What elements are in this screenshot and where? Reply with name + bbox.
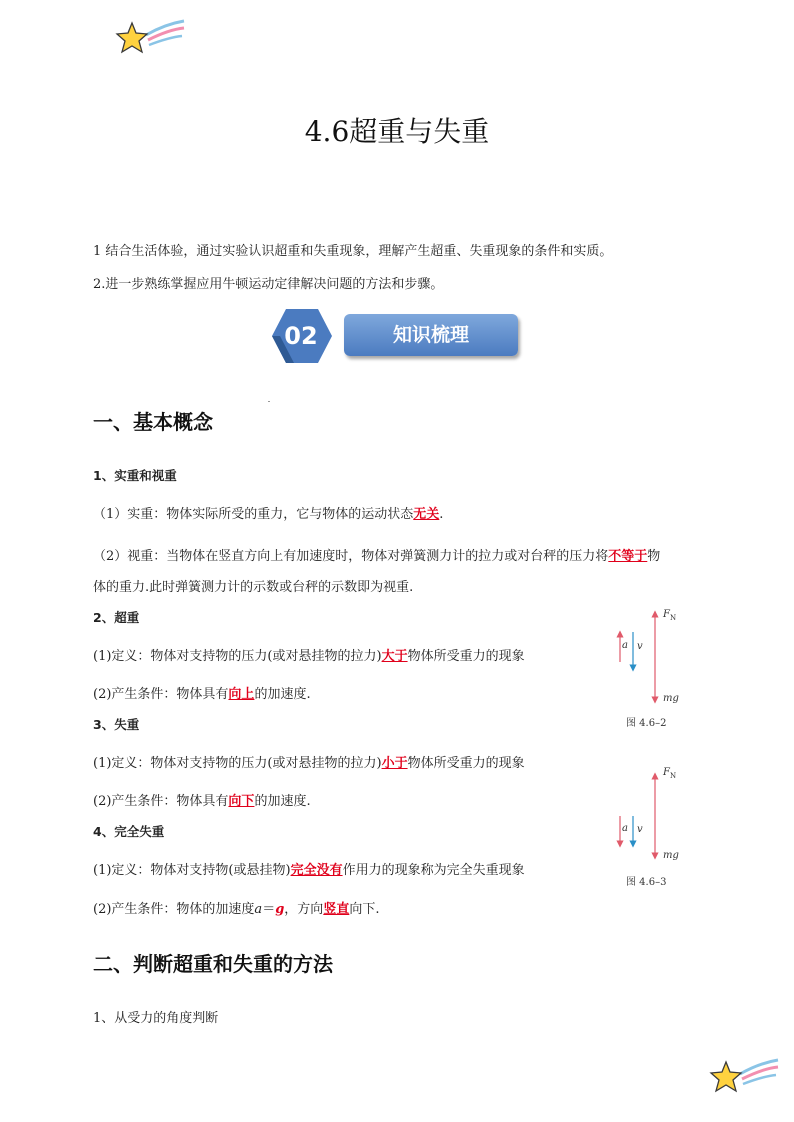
shooting-star-icon — [112, 15, 188, 59]
page-title: 4.6超重与失重 — [304, 115, 490, 148]
text: (2)产生条件：物体具有 — [93, 687, 229, 702]
accel-label: a — [622, 823, 628, 834]
text: ，方向 — [284, 902, 324, 917]
paragraph-apparent-weight — [93, 545, 660, 564]
text: 物体所受重力的现象 — [407, 649, 525, 664]
keyword: 向上 — [228, 687, 255, 702]
fn-subscript: N — [669, 772, 677, 780]
velocity-label: v — [637, 824, 643, 835]
fn-label — [663, 767, 676, 780]
text: (1)定义：物体对支持物(或悬挂物) — [93, 863, 291, 878]
objective-1: 1 结合生活体验，通过实验认识超重和失重现象，理解产生超重、失重现象的条件和实质。 — [93, 244, 613, 259]
overweight-definition — [93, 645, 525, 664]
text: 物体所受重力的现象 — [407, 756, 525, 771]
keyword: 无关 — [413, 507, 440, 522]
text: （1）实重：物体实际所受的重力，它与物体的运动状态 — [93, 507, 414, 522]
section-heading-basic-concepts: 一、基本概念 — [93, 410, 213, 434]
subsection-heading-weightlessness: 3、失重 — [93, 717, 140, 732]
shooting-star-icon — [706, 1054, 782, 1098]
text: 的加速度. — [254, 794, 311, 809]
mg-label: mg — [663, 693, 679, 704]
text: (2)产生条件：物体具有 — [93, 794, 229, 809]
symbol-a: a — [254, 902, 263, 917]
objective-2: 2.进一步熟练掌握应用牛顿运动定律解决问题的方法和步骤。 — [93, 277, 444, 292]
keyword: 小于 — [381, 756, 408, 771]
equals: ＝ — [262, 902, 276, 917]
complete-weightlessness-condition — [93, 898, 379, 917]
dot-mark — [268, 401, 270, 402]
text: . — [439, 507, 444, 522]
section-heading-judgement-methods: 二、判断超重和失重的方法 — [93, 952, 333, 976]
text: 的加速度. — [254, 687, 311, 702]
accel-label: a — [622, 640, 628, 651]
symbol-g: g — [275, 902, 285, 917]
subsection-heading-complete-weightlessness: 4、完全失重 — [93, 824, 165, 839]
paragraph-real-weight — [93, 503, 443, 522]
fn-symbol: F — [663, 767, 670, 778]
section-number: 02 — [284, 322, 318, 350]
text: 物 — [647, 549, 661, 564]
subsection-heading-real-apparent-weight: 1、实重和视重 — [93, 468, 177, 483]
velocity-label: v — [637, 641, 643, 652]
fn-symbol: F — [663, 609, 670, 620]
fn-label — [663, 609, 676, 622]
text: 作用力的现象称为完全失重现象 — [342, 863, 525, 878]
keyword: 不等于 — [608, 549, 648, 564]
keyword: 完全没有 — [290, 863, 343, 878]
section-banner: 知识梳理 — [344, 314, 518, 356]
overweight-condition — [93, 683, 311, 702]
mg-label: mg — [663, 850, 679, 861]
figure-caption: 图 4.6–2 — [626, 718, 667, 729]
text: (2)产生条件：物体的加速度 — [93, 902, 255, 917]
text: （2）视重：当物体在竖直方向上有加速度时，物体对弹簧测力计的拉力或对台秤的压力将 — [93, 549, 609, 564]
subsection-force-perspective: 1、从受力的角度判断 — [93, 1011, 219, 1026]
text: 向下. — [349, 902, 380, 917]
keyword: 向下 — [228, 794, 255, 809]
complete-weightlessness-definition — [93, 859, 525, 878]
keyword: 大于 — [381, 649, 408, 664]
figure-caption: 图 4.6–3 — [626, 877, 667, 888]
fn-subscript: N — [669, 614, 677, 622]
weightlessness-definition — [93, 752, 525, 771]
paragraph-apparent-weight-cont: 体的重力.此时弹簧测力计的示数或台秤的示数即为视重. — [93, 580, 414, 595]
subsection-heading-overweight: 2、超重 — [93, 610, 140, 625]
keyword: 竖直 — [323, 902, 350, 917]
text: (1)定义：物体对支持物的压力(或对悬挂物的拉力) — [93, 756, 382, 771]
weightlessness-condition — [93, 790, 311, 809]
text: (1)定义：物体对支持物的压力(或对悬挂物的拉力) — [93, 649, 382, 664]
